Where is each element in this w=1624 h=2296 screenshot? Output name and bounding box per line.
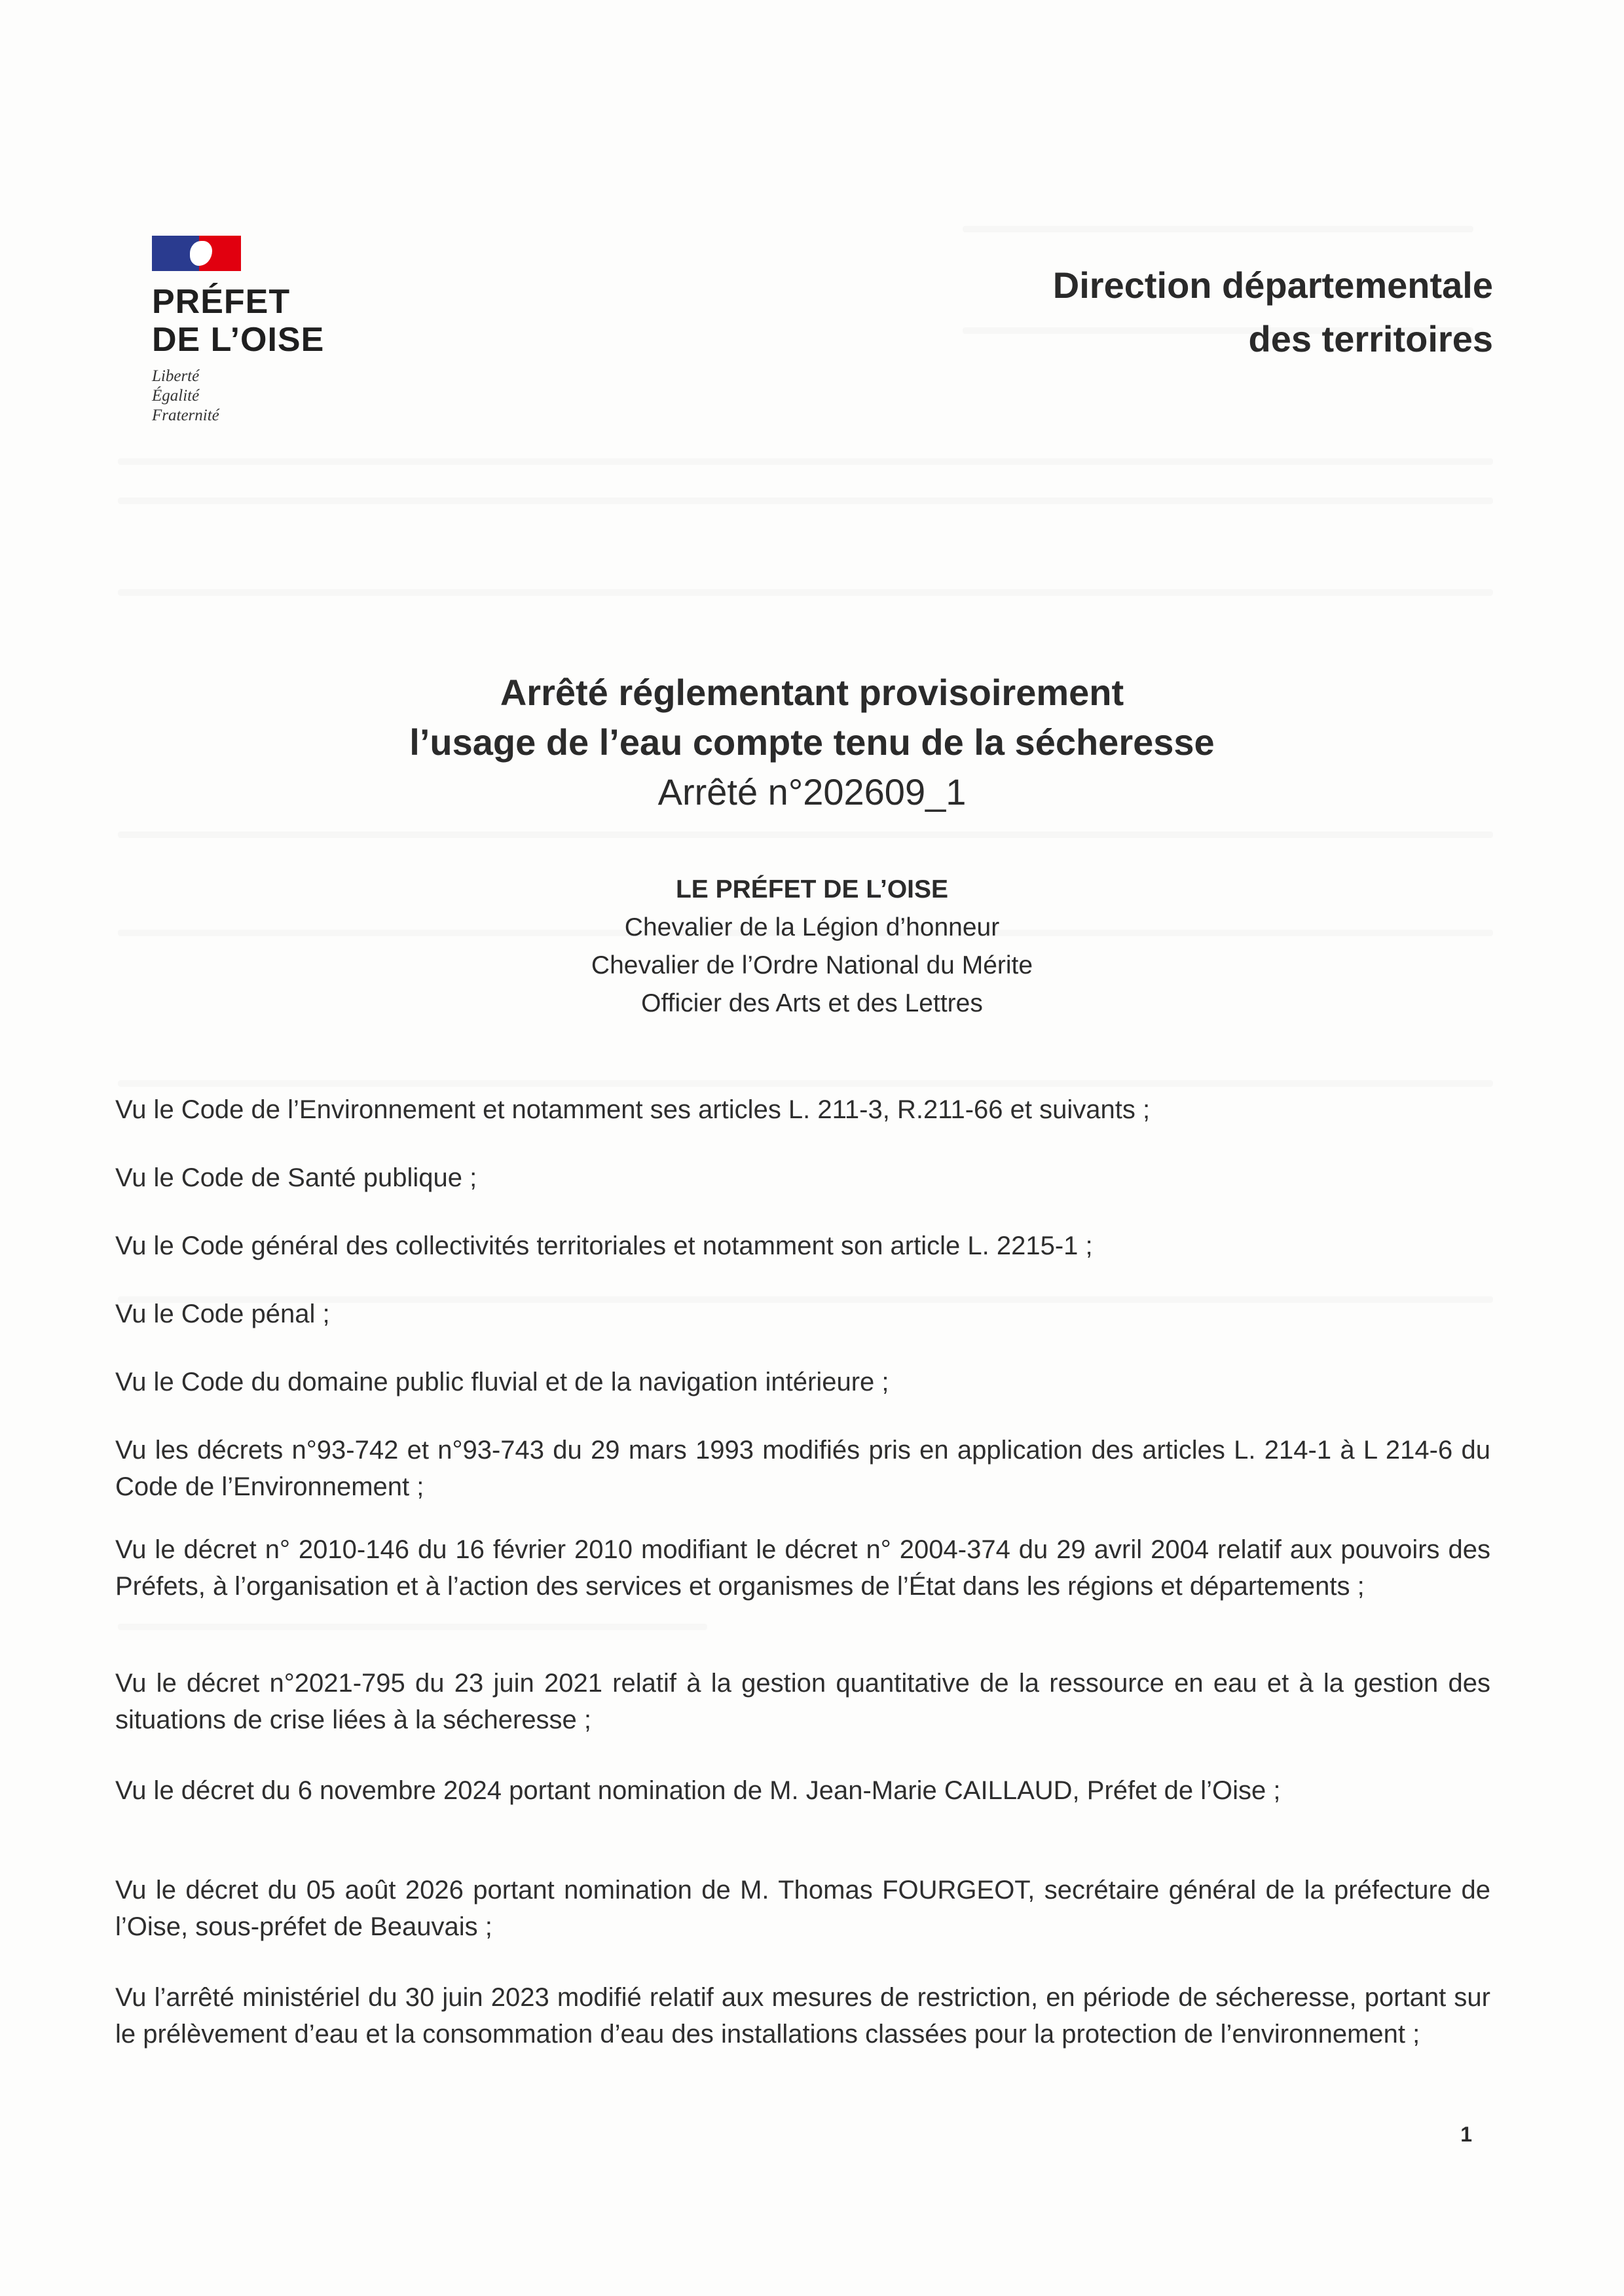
consideration-paragraph: Vu le Code pénal ; [115,1300,330,1328]
bleed-through-line [118,831,1493,838]
prefecture-logo [152,236,388,426]
motto-liberte: Liberté [152,367,200,385]
authority-title: Chevalier de l’Ordre National du Mérite [591,951,1033,979]
page-number: 1 [1460,2123,1472,2146]
bleed-through-line [118,498,1493,504]
consideration-paragraph: Vu les décrets n°93-742 et n°93-743 du 29 mars 1993 modifiés pris en application des articles L. 214-1 à L 214-6 du Code de l’Environnement ; [115,1436,1490,1501]
authority-heading: LE PRÉFET DE L’OISE [675,875,949,903]
consideration-paragraph: Vu le Code de Santé publique ; [115,1163,477,1192]
bleed-through-line [963,226,1473,232]
title-line-1: Arrêté réglementant provisoirement [500,672,1124,713]
bleed-through-line [118,1080,1493,1087]
consideration-paragraph: Vu le Code général des collectivités territoriales et notamment son article L. 2215-1 ; [115,1231,1093,1260]
decree-title [0,668,1624,817]
bleed-through-line [118,589,1493,596]
motto-fraternite: Fraternité [152,407,219,424]
authority-title: Officier des Arts et des Lettres [641,989,983,1017]
consideration-paragraph: Vu le décret n° 2010-146 du 16 février 2010 modifiant le décret n° 2004-374 du 29 avril 2004 relatif aux pouvoirs des Préfets, à l’organisation et à l’action des services et organismes de l’État dans les régions et départements ; [115,1535,1490,1601]
authority-title: Chevalier de la Légion d’honneur [624,913,1000,941]
institution-name [152,283,388,359]
direction-line-2: des territoires [1248,318,1493,359]
consideration-paragraph: Vu le décret du 6 novembre 2024 portant nomination de M. Jean-Marie CAILLAUD, Préfet de l’Oise ; [115,1776,1281,1805]
consideration-paragraph: Vu le décret n°2021-795 du 23 juin 2021 relatif à la gestion quantitative de la ressource en eau et à la gestion des situations de crise liées à la sécheresse ; [115,1669,1490,1734]
consideration-paragraph: Vu le Code de l’Environnement et notamment ses articles L. 211-3, R.211-66 et suivants ; [115,1095,1151,1124]
bleed-through-line [118,1624,707,1630]
authority-block [0,871,1624,1023]
republic-motto [152,367,388,426]
motto-egalite: Égalité [152,387,200,405]
direction-heading [1053,259,1493,366]
direction-line-1: Direction départementale [1052,264,1493,306]
decree-number: Arrêté n°202609_1 [657,771,967,812]
bleed-through-line [118,458,1493,465]
institution-line-2: DE L’OISE [152,321,325,359]
marianne-flag-icon [152,236,241,271]
consideration-paragraph: Vu le décret du 05 août 2026 portant nomination de M. Thomas FOURGEOT, secrétaire général de la préfecture de l’Oise, sous-préfet de Beauvais ; [115,1876,1490,1941]
institution-line-1: PRÉFET [152,283,291,321]
consideration-paragraph: Vu le Code du domaine public fluvial et de la navigation intérieure ; [115,1368,889,1396]
consideration-paragraph: Vu l’arrêté ministériel du 30 juin 2023 modifié relatif aux mesures de restriction, en période de sécheresse, portant sur le prélèvement d’eau et la consommation d’eau des installations classées pour la protection de l’environnement ; [115,1983,1490,2049]
title-line-2: l’usage de l’eau compte tenu de la sécheresse [409,721,1215,763]
